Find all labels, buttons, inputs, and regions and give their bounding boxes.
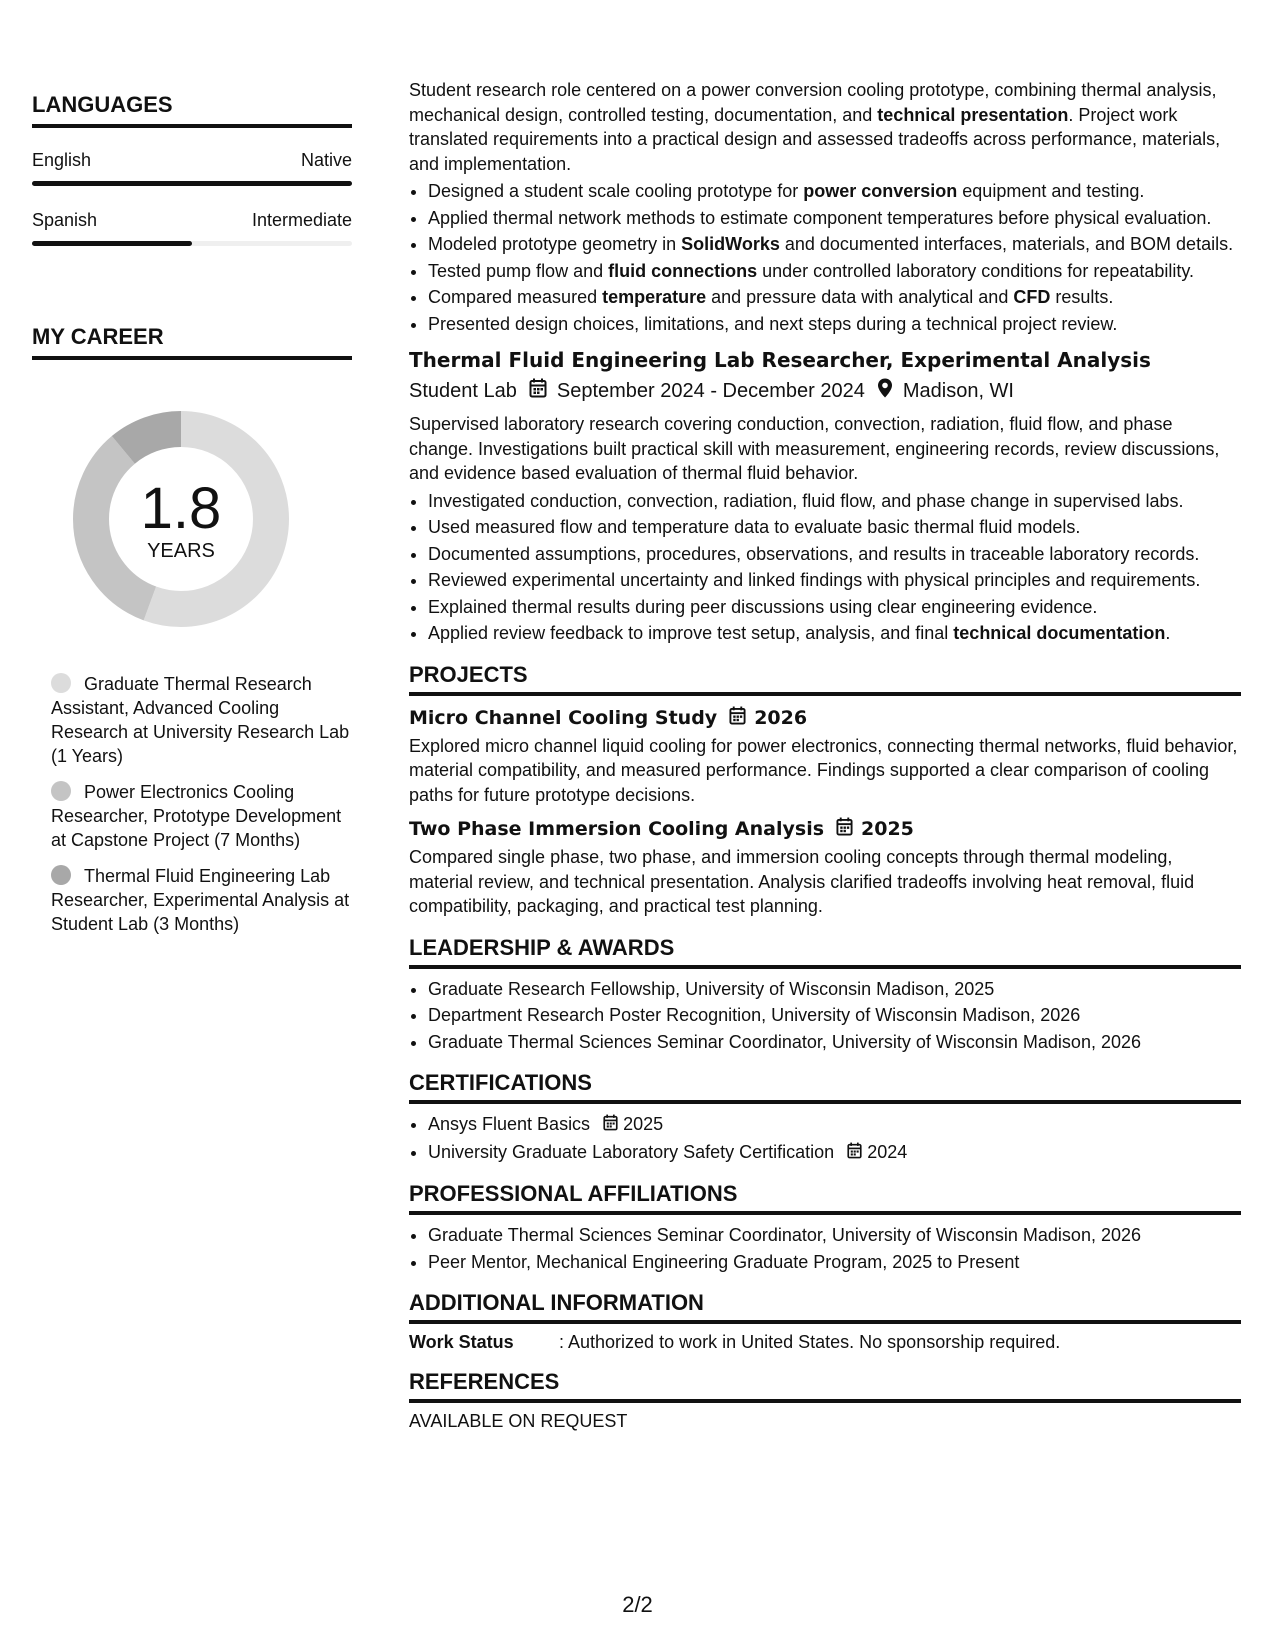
- language-level-bar: [32, 241, 352, 246]
- career-legend-item: [51, 780, 352, 852]
- job-meta: [409, 378, 1241, 404]
- job-bullets: [409, 179, 1241, 336]
- certifications-list: [409, 1112, 1241, 1165]
- bullet-item: • Explained thermal results during peer discussions using clear engineering evidence.: [428, 595, 1241, 620]
- career-legend-text: Power Electronics Cooling Researcher, Prototype Development at Capstone Project (7 Months): [51, 782, 342, 850]
- project-year: 2025: [861, 818, 914, 840]
- language-level-bar: [32, 181, 352, 186]
- languages-heading: LANGUAGES: [32, 92, 352, 128]
- bullet-item: • Documented assumptions, procedures, observations, and results in traceable laboratory records.: [428, 542, 1241, 567]
- bullet-item: • Used measured flow and temperature data to evaluate basic thermal fluid models.: [428, 515, 1241, 540]
- career-donut-chart: [66, 404, 296, 634]
- legend-dot-icon: [51, 781, 71, 801]
- job-description: Supervised laboratory research covering conduction, convection, radiation, fluid flow, and phase change. Investigations built practical skill with measurement, engineering records, review discussions, and evidence based evaluation of thermal fluid behavior.: [409, 414, 1220, 483]
- affiliations-heading: PROFESSIONAL AFFILIATIONS: [409, 1181, 1241, 1215]
- language-item: [32, 150, 352, 186]
- company-name: Student Lab: [409, 379, 517, 402]
- affiliations-list: [409, 1223, 1241, 1274]
- bullet-item: • Tested pump flow and fluid connections under controlled laboratory conditions for repeatability.: [428, 259, 1241, 284]
- bullet-item: • Presented design choices, limitations, and next steps during a technical project review.: [428, 312, 1241, 337]
- career-legend: [32, 672, 352, 936]
- certification-item: • University Graduate Laboratory Safety Certification 2024: [428, 1140, 1241, 1166]
- language-level: Intermediate: [251, 210, 352, 230]
- project-title: Two Phase Immersion Cooling Analysis: [409, 818, 825, 840]
- career-legend-text: Graduate Thermal Research Assistant, Advanced Cooling Research at University Research Lab (1 Years): [51, 674, 350, 766]
- calendar-icon: [529, 378, 547, 404]
- calendar-icon: [603, 1113, 618, 1138]
- project-item: [409, 706, 1241, 808]
- bullet-item: • Applied review feedback to improve test setup, analysis, and final technical documentation.: [428, 621, 1241, 646]
- calendar-icon: [836, 817, 853, 841]
- additional-info-heading: ADDITIONAL INFORMATION: [409, 1290, 1241, 1324]
- language-item: [32, 210, 352, 246]
- career-legend-item: [51, 672, 352, 768]
- main-content: [409, 78, 1241, 1432]
- location-pin-icon: [877, 378, 893, 404]
- career-legend-item: [51, 864, 352, 936]
- job-bullets: [409, 489, 1241, 646]
- leadership-item: • Graduate Thermal Sciences Seminar Coordinator, University of Wisconsin Madison, 2026: [428, 1030, 1241, 1055]
- language-level: Native: [300, 150, 352, 170]
- leadership-item: • Graduate Research Fellowship, University of Wisconsin Madison, 2025: [428, 977, 1241, 1002]
- bullet-item: • Applied thermal network methods to estimate component temperatures before physical evaluation.: [428, 206, 1241, 231]
- work-status-value: : Authorized to work in United States. No sponsorship required.: [559, 1332, 1061, 1352]
- job-dates: September 2024 - December 2024: [556, 379, 865, 402]
- calendar-icon: [729, 706, 746, 730]
- projects-heading: PROJECTS: [409, 662, 1241, 696]
- leadership-list: [409, 977, 1241, 1055]
- certification-year: 2024: [867, 1141, 908, 1162]
- bullet-item: • Designed a student scale cooling prototype for power conversion equipment and testing.: [428, 179, 1241, 204]
- career-heading: MY CAREER: [32, 324, 352, 360]
- language-name: Spanish: [32, 210, 98, 230]
- job-location: Madison, WI: [902, 379, 1014, 402]
- project-item: [409, 817, 1241, 919]
- legend-dot-icon: [51, 673, 71, 693]
- calendar-icon: [847, 1141, 862, 1166]
- career-total-unit: YEARS: [147, 540, 215, 562]
- job-title: Thermal Fluid Engineering Lab Researcher, Experimental Analysis: [409, 348, 1151, 372]
- project-year: 2026: [754, 706, 808, 729]
- bullet-item: • Modeled prototype geometry in SolidWorks and documented interfaces, materials, and BOM details.: [428, 232, 1241, 257]
- language-level-fill: [32, 181, 352, 186]
- affiliation-item: • Graduate Thermal Sciences Seminar Coordinator, University of Wisconsin Madison, 2026: [428, 1223, 1241, 1248]
- bullet-item: • Compared measured temperature and pressure data with analytical and CFD results.: [428, 285, 1241, 310]
- bullet-item: • Reviewed experimental uncertainty and linked findings with physical principles and requirements.: [428, 568, 1241, 593]
- certifications-heading: CERTIFICATIONS: [409, 1070, 1241, 1104]
- affiliation-item: • Peer Mentor, Mechanical Engineering Graduate Program, 2025 to Present: [428, 1250, 1241, 1275]
- sidebar: [32, 92, 352, 948]
- work-status-label: Work Status: [409, 1332, 514, 1352]
- certification-item: • Ansys Fluent Basics 2025: [428, 1112, 1241, 1138]
- leadership-item: • Department Research Poster Recognition, University of Wisconsin Madison, 2026: [428, 1003, 1241, 1028]
- bullet-item: • Investigated conduction, convection, radiation, fluid flow, and phase change in supervised labs.: [428, 489, 1241, 514]
- project-description: Compared single phase, two phase, and immersion cooling concepts through thermal modeling, material review, and technical presentation. Analysis clarified tradeoffs involving heat removal, fluid compatibility, packaging, and practical test planning.: [409, 847, 1195, 916]
- job-description: Student research role centered on a power conversion cooling prototype, combining thermal analysis, mechanical design, controlled testing, documentation, and technical presentation. Project work translated requirements into a practical design and assessed tradeoffs across performance, materials, and implementation.: [409, 80, 1221, 174]
- legend-dot-icon: [51, 865, 71, 885]
- career-total-value: 1.8: [140, 476, 222, 541]
- career-legend-text: Thermal Fluid Engineering Lab Researcher, Experimental Analysis at Student Lab (3 Months): [51, 866, 350, 934]
- certification-year: 2025: [623, 1114, 664, 1134]
- leadership-heading: LEADERSHIP & AWARDS: [409, 935, 1241, 969]
- language-level-fill: [32, 241, 192, 246]
- project-title: Micro Channel Cooling Study: [409, 706, 718, 729]
- project-description: Explored micro channel liquid cooling for power electronics, connecting thermal networks, fluid behavior, material compatibility, and measured performance. Findings supported a clear comparison of cooling paths for future prototype decisions.: [409, 735, 1238, 805]
- references-text: AVAILABLE ON REQUEST: [409, 1411, 628, 1431]
- work-status-row: [409, 1332, 1241, 1353]
- references-heading: REFERENCES: [409, 1369, 1241, 1403]
- language-name: English: [32, 150, 92, 170]
- page-number: 2/2: [622, 1592, 653, 1617]
